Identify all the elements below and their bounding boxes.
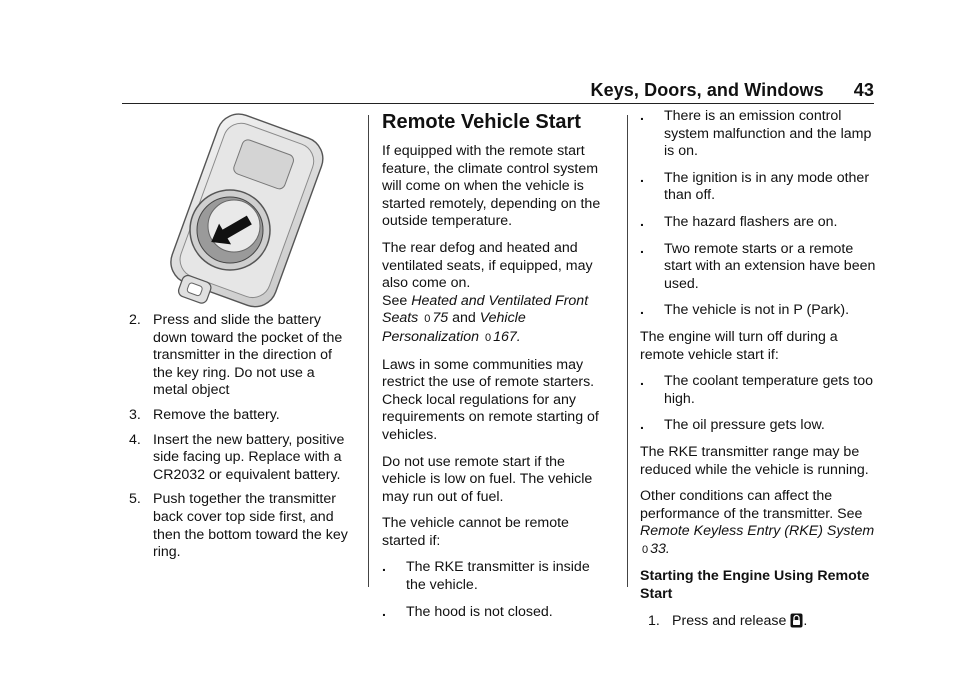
list-item: . The oil pressure gets low.	[640, 417, 825, 434]
column-divider-2	[627, 115, 628, 587]
bullet-mark: .	[640, 302, 644, 319]
paragraph: Laws in some communities may restrict the use of remote starters. Check local regulations for any requirements on remote starting of vehicles.	[382, 356, 599, 443]
subsection-heading: Starting the Engine Using Remote Start	[640, 568, 870, 603]
bullet-mark: .	[640, 108, 644, 124]
section-heading: Remote Vehicle Start	[382, 111, 581, 133]
page-ref[interactable]: 33	[650, 540, 666, 557]
bullet-mark: .	[640, 213, 644, 230]
page-ref-arrow-icon: 0	[424, 313, 431, 326]
paragraph: The engine will turn off during a remote vehicle start if:	[640, 328, 838, 363]
bullet-mark: .	[640, 373, 644, 390]
list-item: 5. Push together the transmitter back cover top side first, and then the bottom toward the key ring.	[129, 491, 348, 561]
cross-reference-link[interactable]: Remote Keyless Entry (RKE) System	[640, 523, 875, 540]
page-ref[interactable]: 167	[493, 328, 517, 345]
header-rule	[122, 103, 874, 104]
bullet-mark: .	[640, 240, 644, 257]
cross-reference-link[interactable]: Heated and Ventilated Front Seats	[382, 292, 589, 327]
column-3	[640, 108, 878, 640]
column-divider-1	[368, 115, 369, 587]
column-2	[382, 108, 604, 630]
list-item: . The hood is not closed.	[382, 603, 553, 620]
list-item: . The vehicle is not in P (Park).	[640, 302, 850, 319]
paragraph: The RKE transmitter range may be reduced while the vehicle is running.	[640, 443, 869, 478]
cross-reference-link[interactable]: Vehicle Personalization	[382, 310, 526, 345]
column-1	[129, 312, 351, 569]
page-ref[interactable]: 75	[432, 310, 449, 327]
bullet-mark: .	[382, 559, 386, 576]
bullet-mark: .	[382, 603, 386, 620]
page-ref-arrow-icon: 0	[484, 331, 492, 344]
paragraph: If equipped with the remote start feature, the climate control system will come on when the vehicle is started remotely, depending on the outside temperature.	[382, 143, 601, 230]
list-item: . There is an emission control system malfunction and the lamp is on.	[640, 108, 872, 160]
lock-icon	[790, 613, 803, 634]
list-item: 3. Remove the battery.	[129, 406, 280, 423]
list-item: . The ignition is in any mode other than off.	[640, 169, 870, 204]
list-item: 4. Insert the new battery, positive side facing up. Replace with a CR2032 or equivalent battery.	[129, 431, 345, 483]
paragraph: Other conditions can affect the performance of the transmitter. See Remote Keyless Entry (RKE) System 0 33.	[640, 488, 875, 557]
page-header	[590, 80, 874, 101]
page-ref-arrow-icon: 0	[642, 543, 649, 556]
list-item: . Two remote starts or a remote start with an extension have been used.	[640, 240, 876, 292]
list-item: 2. Press and slide the battery down toward the pocket of the transmitter in the direction of the key ring. Do not use a metal object	[129, 312, 343, 399]
bullet-mark: .	[640, 169, 644, 186]
list-item: . The RKE transmitter is inside the vehicle.	[382, 559, 590, 594]
list-item: 1. Press and release .	[648, 613, 878, 634]
section-title: Keys, Doors, and Windows	[590, 80, 824, 100]
paragraph: The rear defog and heated and ventilated seats, if equipped, may also come on. See Heated and Ventilated Front Seats 0 75 and Vehicle Personalization 0 167.	[382, 239, 593, 345]
list-item: . The hazard flashers are on.	[640, 213, 838, 230]
key-fob-illustration	[150, 112, 335, 318]
list-item: . The coolant temperature gets too high.	[640, 373, 873, 407]
paragraph: The vehicle cannot be remote started if:	[382, 515, 569, 549]
bullet-mark: .	[640, 417, 644, 434]
paragraph: Do not use remote start if the vehicle is low on fuel. The vehicle may run out of fuel.	[382, 453, 593, 505]
page-number: 43	[853, 80, 874, 100]
